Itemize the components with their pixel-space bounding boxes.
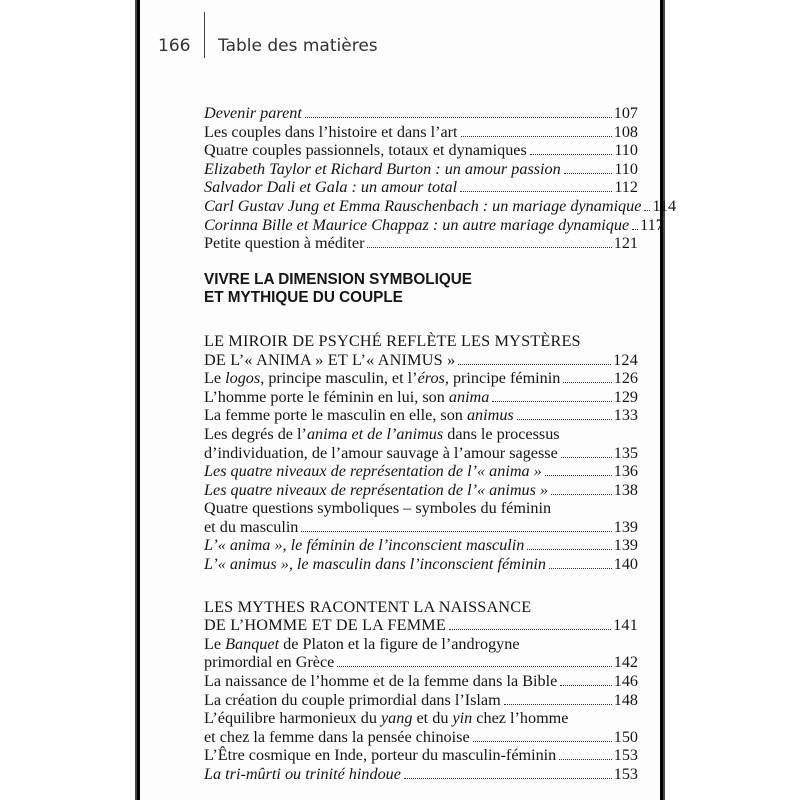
header-divider (204, 12, 205, 58)
toc-entry: La création du couple primordial dans l’Islam 148 (204, 690, 638, 709)
table-of-contents (204, 104, 677, 784)
toc-entry: Les couples dans l’histoire et dans l’art 108 (204, 122, 638, 141)
toc-entry: Petite question à méditer 121 (204, 234, 638, 253)
toc-entry: Carl Gustav Jung et Emma Rauschenbach : un mariage dynamique 114 (204, 196, 677, 215)
book-page (140, 0, 677, 800)
running-title: Table des matières (218, 36, 378, 56)
toc-entry: L’équilibre harmonieux du yang et du yin chez l’homme et chez la femme dans la pensée chinoise 150 (204, 709, 638, 746)
toc-entry: Le Banquet de Platon et la figure de l’androgyne primordial en Grèce 142 (204, 634, 638, 672)
toc-entry: Elizabeth Taylor et Richard Burton : un amour passion 110 (204, 159, 638, 178)
toc-entry: Corinna Bille et Maurice Chappaz : un autre mariage dynamique 117 (204, 215, 664, 234)
toc-entry: Le logos, principe masculin, et l’éros, principe féminin 126 (204, 369, 638, 388)
toc-entry: L’« anima », le féminin de l’inconscient masculin 139 (204, 536, 638, 555)
toc-entry: La tri-mûrti ou trinité hindoue 153 (204, 765, 638, 783)
toc-entry: L’« animus », le masculin dans l’inconscient féminin 140 (204, 555, 638, 574)
toc-entry: L’homme porte le féminin en lui, son anima 129 (204, 387, 638, 406)
section-title: VIVRE LA DIMENSION SYMBOLIQUE ET MYTHIQUE DU COUPLE (204, 270, 473, 307)
toc-entry: Devenir parent 107 (204, 104, 638, 122)
toc-block-couples (204, 104, 677, 253)
toc-entry: Les degrés de l’anima et de l’animus dans le processus d’individuation, de l’amour sauvage à l’amour sagesse 135 (204, 424, 638, 462)
toc-entry: Les quatre niveaux de représentation de l’« anima » 136 (204, 462, 638, 481)
toc-entry: La femme porte le masculin en elle, son animus 133 (204, 406, 638, 425)
toc-entry: La naissance de l’homme et de la femme dans la Bible 146 (204, 672, 638, 691)
toc-entry: L’Être cosmique en Inde, porteur du masculin-féminin 153 (204, 746, 638, 765)
chapter-heading-mythes: LES MYTHES RACONTENT LA NAISSANCE DE L’HOMME ET DE LA FEMME 141 (204, 597, 638, 635)
toc-entry: Salvador Dali et Gala : un amour total 112 (204, 178, 638, 197)
toc-entry: Quatre questions symboliques – symboles du féminin et du masculin 139 (204, 499, 638, 536)
chapter-heading-miroir: LE MIROIR DE PSYCHÉ REFLÈTE LES MYSTÈRES DE L’« ANIMA » ET L’« ANIMUS » 124 (204, 331, 638, 369)
toc-entry: DE L’HOMME ET DE LA FEMME 141 (204, 616, 638, 635)
toc-entry: Quatre couples passionnels, totaux et dynamiques 110 (204, 141, 638, 160)
page-header (140, 32, 660, 62)
page-number: 166 (158, 36, 191, 56)
toc-entry: DE L’« ANIMA » ET L’« ANIMUS » 124 (204, 350, 638, 369)
toc-entry: Les quatre niveaux de représentation de l’« animus » 138 (204, 480, 638, 499)
